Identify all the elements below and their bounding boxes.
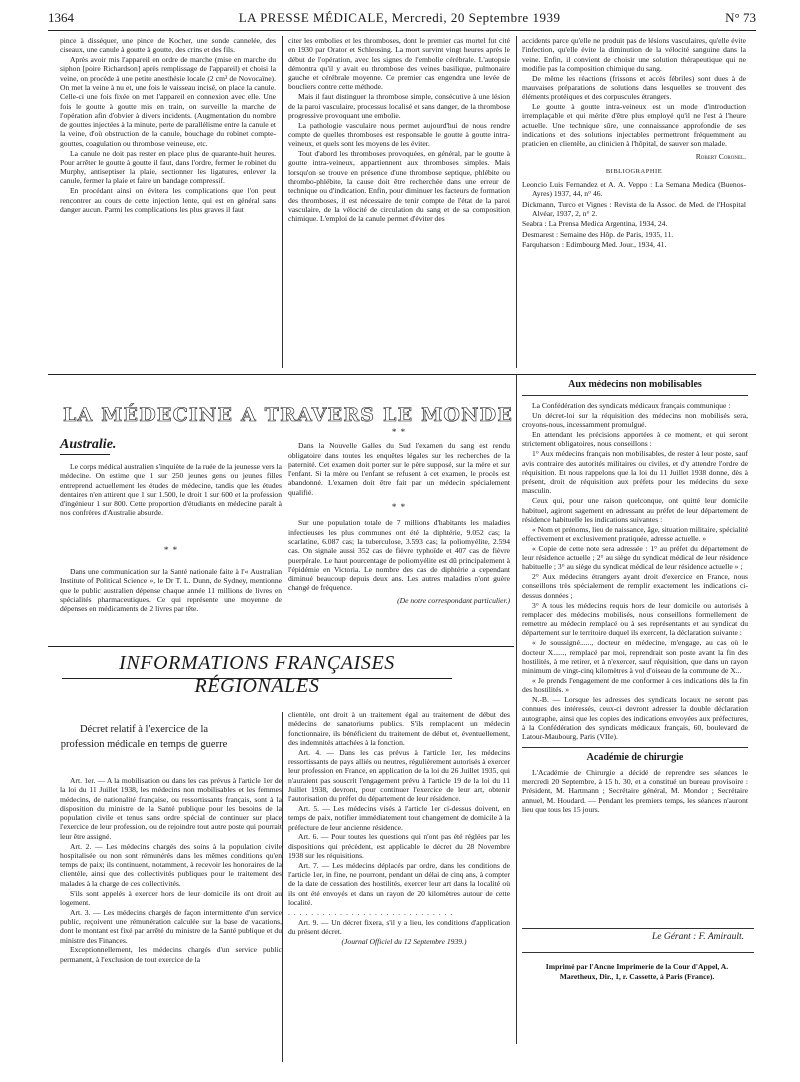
paragraph: Le goutte à goutte intra-veineux est un mode d'introduction irremplaçable et qui mérite d'être plus employé qu'il ne l'est à l'heure actuelle. Une technique sûre, une connaissance approfondie de ses indications et des solutions injectables permettront fréquemment au praticien en clientèle, au clinicien à l'hôpital, de sauver son malade. [522, 102, 746, 149]
bibliography-item: Farquharson : Edimbourg Med. Jour., 1934, 41. [522, 239, 667, 249]
section-heading: Aux médecins non mobilisables [568, 380, 702, 390]
bibliography [522, 180, 746, 249]
top-column-3 [522, 36, 746, 368]
paragraph: N.-B. — Lorsque les adresses des syndicats locaux ne seront pas connues des intéressés, ceux-ci devront adresser la double déclaration autographe, ainsi que les copies des indications envoyées aux préfectures, à la Confédération des syndicats médicaux français, 60, boulevard de Latour-Maubourg, Paris (VIIe). [522, 695, 748, 742]
author-signature: Robert Coronel. [695, 151, 746, 161]
article: Art. 4. — Dans les cas prévus à l'article 1er, les médecins ressortissants de pays alliés ou neutres, régulièrement autorisés à exercer leur profession en France, en application de la loi du 26 Juillet 1935, qui n'auraient pas souscrit l'engagement prévu à l'article 19 de la loi du 11 Juillet 1938, devront, pour continuer l'exercice de leur art, obtenir l'autorisation du préfet du département de leur résidence. [288, 747, 510, 804]
paragraph: La Confédération des syndicats médicaux français communique : [532, 401, 731, 411]
paragraph: « Je soussigné......, docteur en médecine, m'engage, au cas où le docteur X......, remplacé par moi, reprendrait son poste avant la fin des hostilités, à me retirer, et à n'exercer, sauf réquisition, que dans un rayon minimum de vingt-cinq kilomètres à vol d'oiseau de la commune de X... [522, 638, 748, 676]
correspondent-note: (De notre correspondant particulier.) [397, 595, 510, 605]
paragraph: Mais il faut distinguer la thrombose simple, consécutive à une lésion de la paroi vasculaire, processus localisé et sans danger, de la thrombose progressive provoquant une embolie. [288, 92, 510, 120]
country-underline [60, 454, 110, 455]
regional-column-1 [60, 776, 282, 1066]
paragraph: L'Académie de Chirurgie a décidé de reprendre ses séances le mercredi 20 Septembre, à 15 h. 30, et a constitué un bureau provisoire : Président, M. Hartmann ; Secrétaire général, M. Mondor ; Secrétaire annuel, M. Houdard. — Pendant les premiers temps, les séances n'auront lieu que tous les 15 jours. [522, 767, 748, 814]
section-rule [48, 374, 756, 375]
world-column-2 [288, 424, 510, 644]
section-heading: Académie de chirurgie [586, 752, 684, 764]
section-rule [48, 646, 514, 647]
bibliography-item: Desmarest : Semaine des Hôp. de Paris, 1935, 11. [522, 229, 674, 239]
article: Art. 1er. — A la mobilisation ou dans les cas prévus à l'article 1er de la loi du 11 Juillet 1938, les médecins non mobilisables et les femmes médecins, de nationalité française, ou ressortissants français, sont à la disposition du ministre de la Santé publique pour les besoins de la population civile et tenus sans ordre spécial de continuer sur place l'exercice de leur profession, ou de rejoindre tout autre poste qui pourrait leur être assigné. [60, 776, 282, 841]
paragraph: « Je prends l'engagement de me conformer à ces indications dès la fin des hostilités. » [522, 675, 748, 695]
paragraph: En attendant les précisions apportées à ce moment, et qui seront strictement obligatoires, nous conseillons : [522, 430, 748, 449]
bibliography-title: BIBLIOGRAPHIE [605, 167, 663, 175]
world-column-1 [60, 462, 282, 642]
header-rule [48, 30, 756, 31]
paragraph: Après avoir mis l'appareil en ordre de marche (mise en marche du siphon [poire Richardson] après remplissage de l'appareil) et choisi la veine, on procède à une petite anesthésie locale (2 cm³ de Novocaïne). On met la veine à nu et, une fois le vaisseau incisé, on place la canule. Celle-ci une fois fixée on met l'appareil en connexion avec elle. Une fois le goutte à goutte mis en train, on surveille la marche de l'opération afin d'obvier à divers incidents. (Augmentation du nombre de gouttes injectées à la minute, perte de parallélisme entre la canule et la veine, d'où obstruction de la canule, bouchage du robinet compte-gouttes, coagulation ou thrombose veineuse, etc. [60, 55, 276, 148]
article: Art. 9. — Un décret fixera, s'il y a lieu, les conditions d'application du présent décret. [288, 917, 510, 936]
column-divider [282, 36, 283, 368]
section-rule [522, 952, 754, 953]
separator-stars: * * [391, 502, 407, 513]
column-divider [282, 712, 283, 1062]
journal-title: LA PRESSE MÉDICALE, Mercredi, 20 Septembre 1939 [238, 10, 561, 25]
world-banner: LA MÉDECINE A TRAVERS LE MONDE [62, 404, 514, 426]
article: Art. 5. — Les médecins visés à l'article 1er ci-dessus doivent, en temps de paix, notifier immédiatement tout changement de domicile à la préfecture de leur ancienne résidence. [288, 803, 510, 832]
separator-stars: * * [163, 544, 179, 555]
paragraph: 3° A tous les médecins requis hors de leur domicile ou autorisés à remplacer des médecins mobilisés, nous conseillons formellement de remettre au médecin remplacé ou à ses représentants et au syndicat du département sur le territoire duquel ils exercent, la déclaration suivante : [522, 600, 748, 638]
right-column [522, 380, 748, 930]
paragraph: citer les embolies et les thromboses, dont le premier cas mortel fut cité en 1930 par Orator et Schleusing. La mort survint vingt heures après le début de l'opération, avec les signes de l'embolie cérébrale. L'autopsie démontra qu'il y avait eu thrombose des veines basilique, pulmonaire gauche et cérébrale moyenne. Ce premier cas engendra une levée de boucliers contre cette méthode. [288, 36, 510, 92]
article: Art. 2. — Les médecins chargés des soins à la population civile hospitalisée ou non sont rémunérés dans les mêmes conditions qu'en temps de paix; ils continuent, notamment, à recevoir les honoraires de la clientèle, ainsi que des collectivités publiques pour le traitement des malades à la charge de ces collectivités. [60, 841, 282, 888]
paragraph: En procédant ainsi on évitera les complications que l'on peut rencontrer au cours de cette injection lente, qui est en général sans danger aucun. Parmi les complications les plus graves il faut [60, 186, 276, 214]
paragraph: Le corps médical australien s'inquiète de la ruée de la jeunesse vers la médecine. On estime que 1 sur 250 jeunes gens ou jeunes filles entreprend actuellement les études de médecine, tandis que les études dentaires n'en attirent que 1 sur 1.500, le droit 1 sur 600 et la profession d'ingénieur 1 sur 800. Cette proportion d'étudiants en médecine paraît à nos confrères d'Australie absurde. [60, 462, 282, 518]
manager-line [530, 932, 744, 942]
bibliography-item: Dickmann, Turco et Vignes : Revista de la Assoc. de Med. de l'Hospital Alvéar, 1937, 2, n° 2. [522, 199, 746, 219]
banner-underline [62, 678, 452, 679]
country-heading: Australie. [60, 437, 117, 452]
paragraph: La pathologie vasculaire nous permet aujourd'hui de nous rendre compte de quelles thromboses est responsable le goutte à goutte intra-veineux, et quels sont les moyens de les éviter. [288, 120, 510, 149]
bibliography-item: Leoncio Luis Fernandez et A. A. Veppo : La Semana Medica (Buenos-Ayres) 1937, 44, n° 46. [522, 180, 746, 199]
paragraph: La canule ne doit pas rester en place plus de quarante-huit heures. Pour arrêter le goutte à goutte il faut, dans l'ordre, fermer le robinet du Murphy, antiseptiser la plaie, sectionner les ligatures, enlever la canule, fermer la plaie et faire un bandage compressif. [60, 148, 276, 186]
ellipsis-row: . . . . . . . . . . . . . . . . . . . . . . . . . . . . . [288, 907, 454, 917]
paragraph: Sur une population totale de 7 millions d'habitants les maladies infectieuses les plus communes ont été la diphtérie, 9.052 cas; la scarlatine, 6.087 cas; la tuberculose, 3.593 cas; la poliomyélite, 2.594 cas. On signale aussi 352 cas de fièvre typhoïde et 407 cas de fièvre puerpérale. Le haut pourcentage de poliomyélite est dû principalement à l'épidémie en Victoria. Le nombre des cas de diphtérie a cependant diminué beaucoup depuis deux ans. Les autres maladies n'ont guère changé de fréquence. [288, 518, 510, 593]
article: Art. 6. — Pour toutes les questions qui n'ont pas été réglées par les dispositions qui précèdent, est applicable le décret du 28 Novembre 1938 sur les réquisitions. [288, 832, 510, 860]
paragraph: Tout d'abord les thromboses provoquées, en général, par le goutte à goutte intra-veineux, appartiennent aux thromboses simples. Mais lorsqu'on se trouve en présence d'une thrombose septique, phlébite ou thrombo-phlébite, la cause doit être recherchée dans une erreur de technique ou d'indication. Enfin, pour diminuer les facteurs de formation des thromboses, il est nécessaire de tenir compte de l'état de la paroi vasculaire, de la vélocité de circulation du sang et de sa composition chimique. L'emploi de la canule permet d'éviter des [288, 149, 510, 224]
paragraph: 2° Aux médecins étrangers ayant droit d'exercice en France, nous conseillons très spécialement de remplir exactement les indications ci-dessus données ; [522, 572, 748, 600]
column-divider [516, 36, 517, 368]
top-column-2 [288, 36, 510, 368]
running-header [48, 10, 756, 30]
paragraph: « Nom et prénoms, lieu de naissance, âge, situation militaire, spécialité effectivement et exclusivement pratiquée, adresse actuelle. » [522, 524, 748, 543]
paragraph: Dans la Nouvelle Galles du Sud l'examen du sang est rendu obligatoire dans toutes les enquêtes légales sur les recherches de la paternité. Cet examen doit porter sur le père supposé, sur la mère et sur l'enfant. Si la mère ou l'enfant se refusent à cet examen, le procès est abandonné. L'examen doit être fait par un médecin spécialement qualifié. [288, 441, 510, 497]
regional-column-2 [288, 710, 510, 1066]
section-rule [522, 747, 748, 748]
page-number: 1364 [48, 10, 74, 25]
article: Art. 7. — Les médecins déplacés par ordre, dans les conditions de l'article 1er, in fine, ne pourront, pendant un délai de cinq ans, à compter de la date de cessation des hostilités, exercer leur art dans la localité où ils ont été envoyés et dans un rayon de 20 kilomètres autour de cette localité. [288, 860, 510, 907]
paragraph: pince à disséquer, une pince de Kocher, une sonde cannelée, des ciseaux, une canule à goutte à goutte, des crins et des fils. [60, 36, 276, 55]
paragraph: Ceux qui, pour une raison quelconque, ont quitté leur domicile habituel, agiront sagement en adressant au préfet de leur département de résidence habituelle les indications suivantes : [522, 496, 748, 524]
article: Exceptionnellement, les médecins chargés d'un service public permanent, à l'exclusion de tout exercice de la [60, 945, 282, 964]
column-divider [516, 374, 517, 1044]
decree-title: Décret relatif à l'exercice de la profession médicale en temps de guerre [60, 724, 228, 750]
regional-banner: INFORMATIONS FRANÇAISES RÉGIONALES [119, 652, 395, 697]
paragraph: Un décret-loi sur la réquisition des médecins non mobilisés sera, croyons-nous, incessamment promulgué. [522, 411, 748, 430]
paragraph: De même les réactions (frissons et accès fébriles) sont dues à de mauvaises préparations de solutions dans lesquelles se trouvent des éléments protéiques et des corpuscules étrangers. [522, 73, 746, 102]
article: clientèle, ont droit à un traitement égal au traitement de début des médecins de sanatoriums publics. S'ils remplacent un médecin fonctionnaire, ils bénéficient du traitement de début et, éventuellement, des indemnités attachées à la fonction. [288, 710, 510, 747]
article: S'ils sont appelés à exercer hors de leur domicile ils ont droit au logement. [60, 888, 282, 907]
paragraph: 1° Aux médecins français non mobilisables, de rester à leur poste, sauf avis contraire des autorités militaires ou civiles, et d'y attendre l'ordre de réquisition. Et nous rappelons que la loi du 11 Juillet 1938 donne, dès à présent, droit de réquisition aux préfets pour les médecins du sexe masculin. [522, 449, 748, 496]
paragraph: Dans une communication sur la Santé nationale faite à l'« Australian Institute of Political Science », le Dr T. L. Dunn, de Sydney, mentionne que le public australien dépense chaque année 11 millions de livres en spécialités pharmaceutiques. Ce qui représente une moyenne de dépenses en médicaments de 2 livres par tête. [60, 567, 282, 614]
article: Art. 3. — Les médecins chargés de façon intermittente d'un service public, reçoivent une rémunération calculée sur la base de vacations, dont le montant est fixé par arrêté du ministre de la Santé publique et du ministre des Finances. [60, 907, 282, 945]
source-note: (Journal Officiel du 12 Septembre 1939.) [341, 936, 467, 946]
section-rule [522, 928, 754, 929]
issue-number: N° 73 [725, 10, 756, 25]
printer-imprint: Imprimé par l'Ancne Imprimerie de la Cour d'Appel, A. Maretheux, Dir., 1, r. Cassette, à Paris (France). [545, 962, 729, 981]
manager-name: Le Gérant : F. Amirault. [651, 932, 744, 942]
heading-rule [522, 395, 748, 396]
separator-stars: * * [391, 427, 407, 437]
paragraph: « Copie de cette note sera adressée : 1° au préfet du département de leur résidence actuelle ; 2° au siège du syndicat médical de leur résidence habituelle ; 3° au siège du syndicat médical de leur résidence actuelle » ; [522, 543, 748, 572]
top-column-1 [60, 36, 276, 368]
bibliography-item: Seabra : La Prensa Medica Argentina, 1934, 24. [522, 219, 668, 229]
paragraph: accidents parce qu'elle ne produit pas de lésions vasculaires, qu'elle évite l'infection, qu'elle évite la diminution de la vélocité sanguine dans la veine. Enfin, il convient de choisir une solution thérapeutique qui ne modifie pas la composition chimique du sang. [522, 36, 746, 73]
